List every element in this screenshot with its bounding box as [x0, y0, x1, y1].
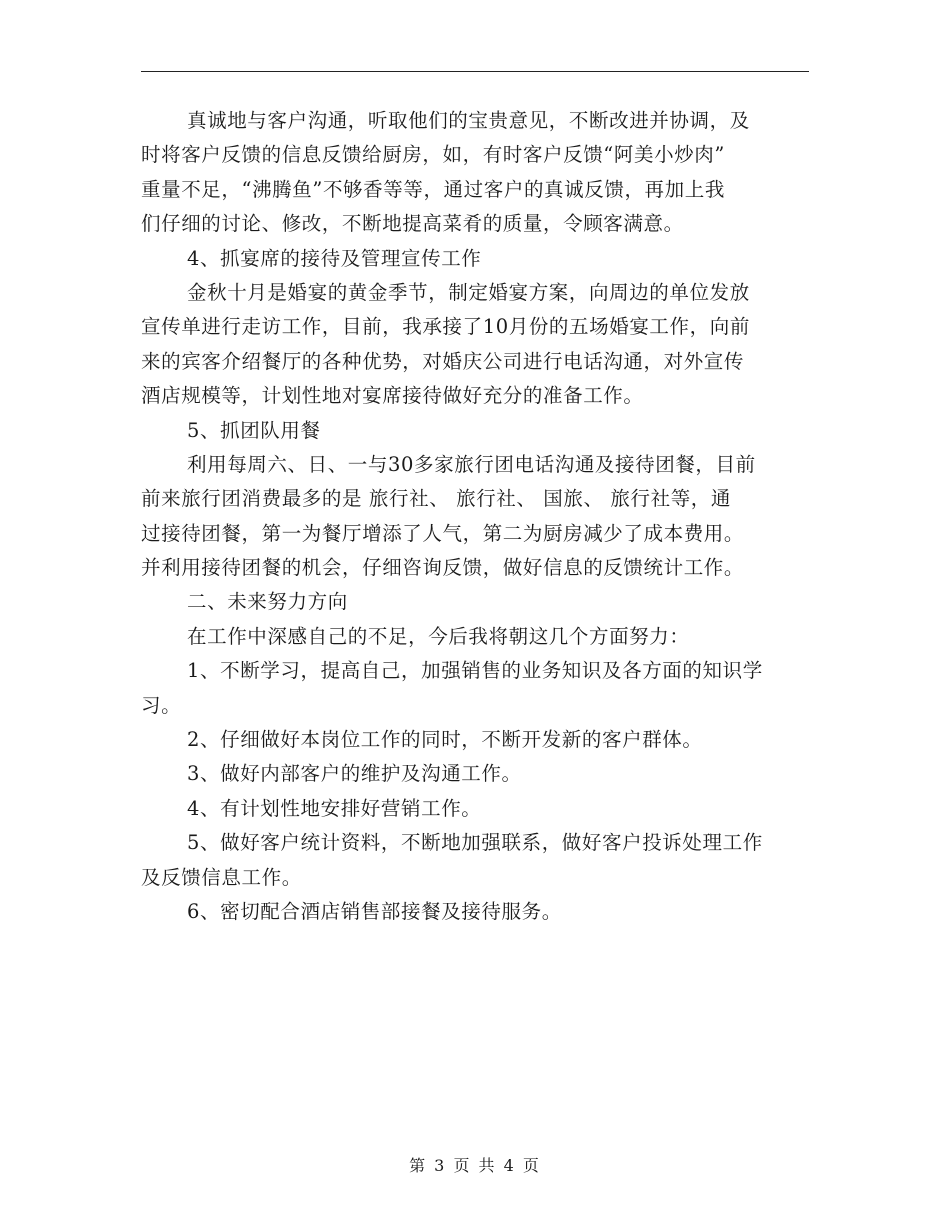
text-line: 来的宾客介绍餐厅的各种优势，对婚庆公司进行电话沟通，对外宣传: [141, 349, 745, 373]
text-line: 4、抓宴席的接待及管理宣传工作: [187, 246, 482, 270]
page-number: 第 3 页 共 4 页: [409, 1156, 541, 1175]
header-rule: [141, 71, 809, 72]
text-line: 2、仔细做好本岗位工作的同时，不断开发新的客户群体。: [187, 728, 703, 752]
text-line: 4、有计划性地安排好营销工作。: [187, 796, 482, 820]
document-body: [141, 104, 809, 929]
text-line: 金秋十月是婚宴的黄金季节，制定婚宴方案，向周边的单位发放: [187, 280, 750, 304]
text-line: 重量不足，“沸腾鱼”不够香等等，通过客户的真诚反馈，再加上我: [141, 177, 725, 201]
text-line: 时将客户反馈的信息反馈给厨房，如，有时客户反馈“阿美小炒肉”: [141, 143, 725, 167]
text-line: 在工作中深感自己的不足，今后我将朝这几个方面努力：: [187, 624, 690, 648]
text-line: 及反馈信息工作。: [141, 865, 302, 889]
text-line: 们仔细的讨论、修改，不断地提高菜肴的质量，令顾客满意。: [141, 212, 684, 236]
text-line: 5、做好客户统计资料，不断地加强联系，做好客户投诉处理工作: [187, 831, 763, 855]
text-line: 过接待团餐，第一为餐厅增添了人气，第二为厨房减少了成本费用。: [141, 521, 745, 545]
text-line: 1、不断学习，提高自己，加强销售的业务知识及各方面的知识学: [187, 659, 763, 683]
text-line: 习。: [141, 693, 182, 717]
text-line: 二、未来努力方向: [187, 590, 348, 614]
text-line: 酒店规模等，计划性地对宴席接待做好充分的准备工作。: [141, 384, 644, 408]
text-line: 前来旅行团消费最多的是 旅行社、 旅行社、 国旅、 旅行社等，通: [141, 487, 731, 511]
text-line: 宣传单进行走访工作，目前，我承接了10月份的五场婚宴工作，向前: [141, 315, 750, 339]
text-line: 真诚地与客户沟通，听取他们的宝贵意见，不断改进并协调，及: [187, 109, 750, 132]
text-line: 利用每周六、日、一与30多家旅行团电话沟通及接待团餐，目前: [187, 452, 756, 476]
text-line: 并利用接待团餐的机会，仔细咨询反馈，做好信息的反馈统计工作。: [141, 556, 745, 580]
text-line: 6、密切配合酒店销售部接餐及接待服务。: [187, 899, 562, 923]
text-line: 5、抓团队用餐: [187, 418, 321, 442]
text-line: 3、做好内部客户的维护及沟通工作。: [187, 762, 522, 786]
